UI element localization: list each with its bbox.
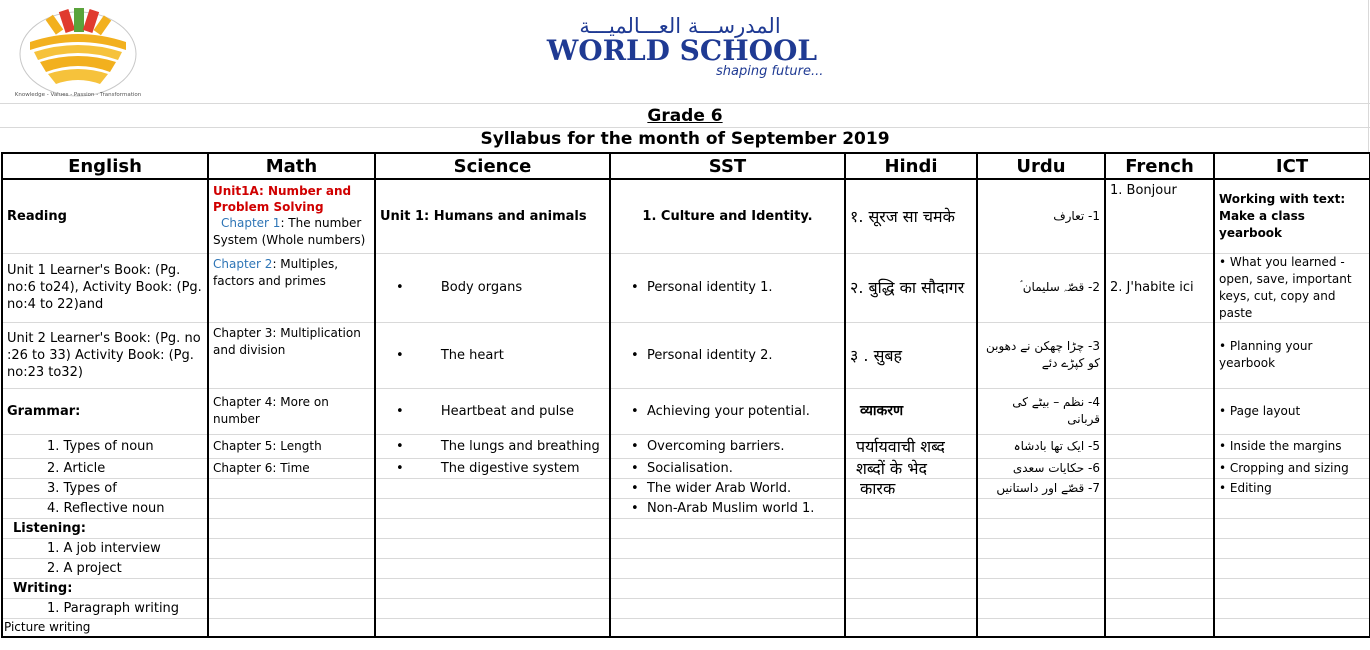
sst-item-text: Non-Arab Muslim world 1.	[642, 500, 815, 516]
science-item-text: The heart	[440, 347, 504, 363]
english-listening-item: 2. A project	[2, 558, 208, 578]
sst-item-text: The wider Arab World.	[646, 480, 792, 496]
math-unit-cell	[208, 179, 375, 253]
math-empty	[208, 478, 375, 498]
school-name-arabic: المدرســـة العـــالميـــة	[579, 14, 781, 38]
english-grammar-item: 2. Article	[2, 458, 208, 478]
math-ch1-text: : The number System (Whole numbers)	[213, 216, 366, 248]
sst-item: • Personal identity 2.	[610, 322, 845, 388]
science-item: • Heartbeat and pulse	[375, 388, 610, 434]
english-listening: Listening:	[2, 518, 208, 538]
table-row	[2, 518, 1370, 538]
sst-item-text: Achieving your potential.	[646, 403, 810, 419]
math-ch3: Chapter 3: Multiplication and division	[208, 322, 375, 388]
hindi-item: कारक	[845, 478, 977, 498]
col-header-hindi: Hindi	[845, 153, 977, 179]
sst-item: • Socialisation.	[610, 458, 845, 478]
sst-item: • Overcoming barriers.	[610, 434, 845, 458]
ict-item: • Page layout	[1214, 388, 1370, 434]
school-tagline: shaping future...	[716, 64, 824, 79]
table-row	[2, 498, 1370, 518]
sst-item-text: Personal identity 2.	[646, 347, 773, 363]
col-header-sst: SST	[610, 153, 845, 179]
science-item: • Body organs	[375, 253, 610, 322]
sst-item-text: Personal identity 1.	[646, 280, 773, 295]
header-row	[2, 153, 1370, 179]
urdu-item: 5- ایک تھا بادشاہ	[977, 434, 1105, 458]
urdu-item: 4- نظم – بیٹے کی قربانی	[977, 388, 1105, 434]
col-header-urdu: Urdu	[977, 153, 1105, 179]
urdu-item: 2- قصّہ سلیمان ؑ	[977, 253, 1105, 322]
col-header-science: Science	[375, 153, 610, 179]
math-ch4: Chapter 4: More on number	[208, 388, 375, 434]
table-row	[2, 434, 1370, 458]
sst-item: • Non-Arab Muslim world 1.	[610, 498, 845, 518]
hindi-item: २. बुद्धि का सौदागर	[845, 253, 977, 322]
english-grammar-item: 3. Types of	[2, 478, 208, 498]
school-header	[0, 0, 1370, 104]
hindi-item: ३ . सुबह	[845, 322, 977, 388]
hindi-item: व्याकरण	[845, 388, 977, 434]
school-name-english: WORLD SCHOOL	[546, 34, 818, 67]
math-ch5: Chapter 5: Length	[208, 434, 375, 458]
french-empty	[1105, 498, 1214, 518]
english-writing-item: 1. Paragraph writing	[2, 598, 208, 618]
col-header-english: English	[2, 153, 208, 179]
ict-title: Working with text: Make a class yearbook	[1214, 179, 1370, 253]
science-item: • The heart	[375, 322, 610, 388]
english-writing: Writing:	[2, 578, 208, 598]
school-logo-icon	[14, 4, 142, 100]
math-ch2-cell	[208, 253, 375, 322]
urdu-item: 7- قصّے اور داستانیں	[977, 478, 1105, 498]
english-picture-writing: Picture writing	[2, 618, 208, 637]
science-item: • The lungs and breathing	[375, 434, 610, 458]
french-empty	[1105, 388, 1214, 434]
french-empty	[1105, 434, 1214, 458]
english-grammar-item: 4. Reflective noun	[2, 498, 208, 518]
ict-empty	[1214, 498, 1370, 518]
col-header-math: Math	[208, 153, 375, 179]
ict-item: • Inside the margins	[1214, 434, 1370, 458]
col-header-french: French	[1105, 153, 1214, 179]
hindi-item: शब्दों के भेद	[845, 458, 977, 478]
ict-item: • Cropping and sizing	[1214, 458, 1370, 478]
logo-motto: Knowledge - Values - Passion - Transformation	[14, 92, 142, 98]
urdu-item: 3- چڑا چھکن نے دھوبن کو کپڑے دئے	[977, 322, 1105, 388]
table-row	[2, 618, 1370, 637]
sst-item: • Personal identity 1.	[610, 253, 845, 322]
ict-item: • Planning your yearbook	[1214, 322, 1370, 388]
table-row	[2, 179, 1370, 253]
science-item-text: Body organs	[440, 280, 523, 295]
math-ch2-text: : Multiples, factors and primes	[213, 256, 339, 288]
table-row	[2, 558, 1370, 578]
science-item-text: The lungs and breathing	[440, 438, 600, 454]
col-header-ict: ICT	[1214, 153, 1370, 179]
table-row	[2, 458, 1370, 478]
science-item-text: The digestive system	[440, 460, 580, 476]
sst-item-text: Socialisation.	[646, 460, 733, 476]
math-ch1-label: Chapter 1	[221, 216, 281, 231]
syllabus-table	[1, 152, 1370, 638]
grade-title: Grade 6	[647, 106, 723, 126]
math-ch2-label: Chapter 2	[213, 256, 273, 271]
hindi-item: पर्यायवाची शब्द	[845, 434, 977, 458]
hindi-item: १. सूरज सा चमके	[845, 179, 977, 253]
table-row	[2, 538, 1370, 558]
sst-item: • The wider Arab World.	[610, 478, 845, 498]
french-empty	[1105, 322, 1214, 388]
sst-item-text: Overcoming barriers.	[646, 438, 785, 454]
syllabus-title: Syllabus for the month of September 2019	[480, 129, 890, 149]
english-unit1: Unit 1 Learner's Book: (Pg. no:6 to24), Activity Book: (Pg. no:4 to 22)and	[2, 253, 208, 322]
french-empty	[1105, 478, 1214, 498]
english-grammar-item: 1. Types of noun	[2, 434, 208, 458]
french-empty	[1105, 458, 1214, 478]
science-empty	[375, 478, 610, 498]
urdu-item: 1- تعارف	[977, 179, 1105, 253]
table-row	[2, 578, 1370, 598]
english-unit2: Unit 2 Learner's Book: (Pg. no :26 to 33) Activity Book: (Pg. no:23 to32)	[2, 322, 208, 388]
french-item: 2. J'habite ici	[1105, 253, 1214, 322]
urdu-item: 6- حکایات سعدی	[977, 458, 1105, 478]
sst-item: • Achieving your potential.	[610, 388, 845, 434]
math-empty	[208, 498, 375, 518]
english-reading: Reading	[2, 179, 208, 253]
table-row	[2, 598, 1370, 618]
table-row	[2, 253, 1370, 322]
ict-item: • Editing	[1214, 478, 1370, 498]
table-row	[2, 388, 1370, 434]
hindi-empty	[845, 498, 977, 518]
math-ch6: Chapter 6: Time	[208, 458, 375, 478]
english-grammar: Grammar:	[2, 388, 208, 434]
french-item: 1. Bonjour	[1105, 179, 1214, 253]
table-row	[2, 322, 1370, 388]
english-listening-item: 1. A job interview	[2, 538, 208, 558]
science-item: • The digestive system	[375, 458, 610, 478]
science-item-text: Heartbeat and pulse	[440, 403, 574, 419]
science-unit: Unit 1: Humans and animals	[375, 179, 610, 253]
table-row	[2, 478, 1370, 498]
grid-line	[0, 127, 1370, 128]
sst-unit: 1. Culture and Identity.	[610, 179, 845, 253]
urdu-empty	[977, 498, 1105, 518]
ict-item: • What you learned - open, save, important keys, cut, copy and paste	[1214, 253, 1370, 322]
math-unit-title: Unit1A: Number and Problem Solving	[213, 184, 352, 215]
science-empty	[375, 498, 610, 518]
